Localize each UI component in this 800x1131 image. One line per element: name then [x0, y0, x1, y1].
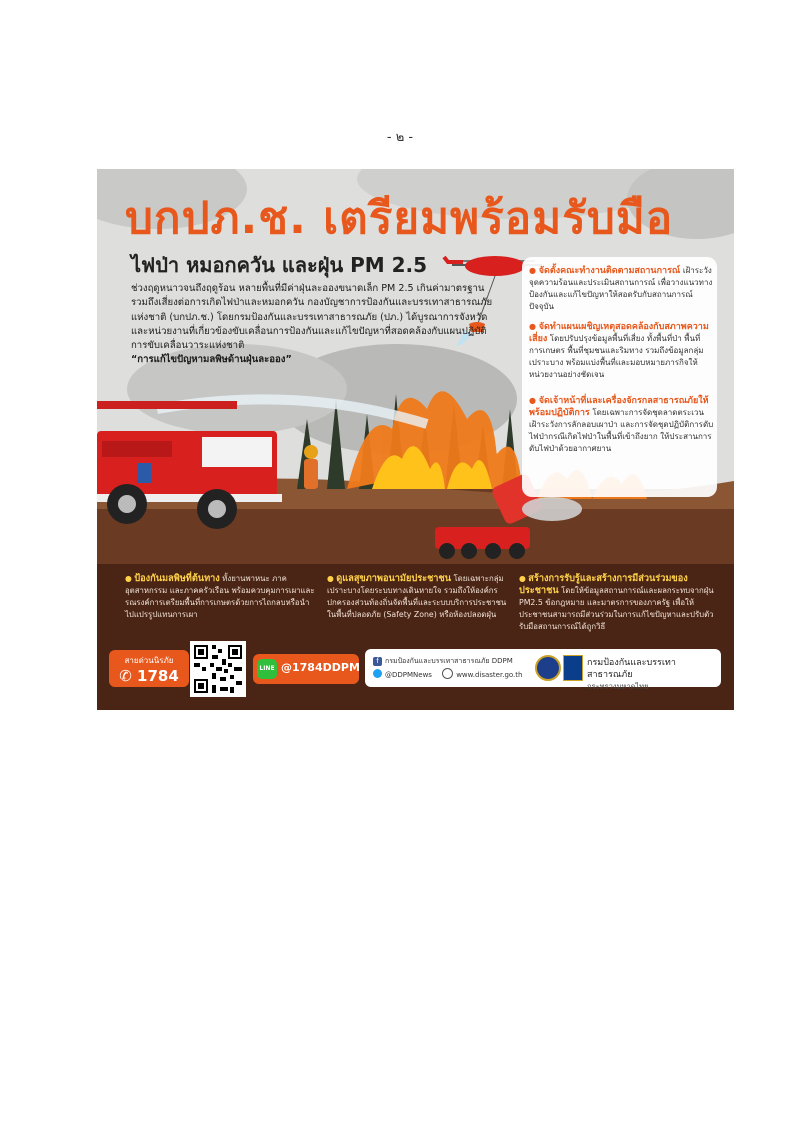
- bottom-heading: สร้างการรับรู้และสร้างการมีส่วนร่วมของประชาชน: [519, 573, 688, 596]
- qr-code-graphic: [192, 643, 244, 695]
- organization-name: กรมป้องกันและบรรเทาสาธารณภัย: [587, 658, 676, 680]
- facebook-icon: f: [373, 657, 382, 666]
- hotline-label: สายด่วนนิรภัย: [124, 656, 174, 665]
- twitter-icon: [373, 669, 382, 678]
- globe-icon: [442, 668, 453, 679]
- bottom-item: ● สร้างการรับรู้และสร้างการมีส่วนร่วมของประชาชน โดยให้ข้อมูลสถานการณ์และผลกระทบจากฝุ่น PM2.5 ข้อกฎหมาย และมาตรการของภาครัฐ เพื่อให้ประชาชนสามารถมีส่วนร่วมในการแก้ไขปัญหาและปรับตัวรับมือสถานการณ์ได้ถูกวิธี: [519, 573, 714, 631]
- ministry-name: กระทรวงมหาดไทย: [587, 682, 649, 691]
- measure-item: ● จัดตั้งคณะทำงานติดตามสถานการณ์ เฝ้าระวังจุดความร้อนและประเมินสถานการณ์ เพื่อวางแนวทางป้องกันและแก้ไขปัญหาให้สอดรับกับสถานการณ์ปัจจุบัน: [529, 266, 713, 311]
- intro-text: [131, 282, 501, 368]
- hotline-badge: [109, 650, 189, 687]
- bottom-heading: ป้องกันมลพิษที่ต้นทาง: [134, 573, 220, 584]
- hotline-number: 1784: [137, 667, 179, 685]
- measure-text: เฝ้าระวังจุดความร้อนและประเมินสถานการณ์ เพื่อวางแนวทางป้องกันและแก้ไขปัญหาให้สอดรับกับสถานการณ์ปัจจุบัน: [529, 266, 713, 311]
- bottom-heading: ดูแลสุขภาพอนามัยประชาชน: [336, 573, 451, 584]
- facebook-page[interactable]: กรมป้องกันและบรรเทาสาธารณภัย DDPM: [385, 657, 513, 665]
- ddpm-logo-icon: [563, 655, 583, 681]
- measure-item: ● จัดเจ้าหน้าที่และเครื่องจักรกลสาธารณภัยให้พร้อมปฏิบัติการ โดยเฉพาะการจัดชุดลาดตระเวนเฝ้าระวังการลักลอบเผาป่า และการจัดชุดปฏิบัติการดับไฟป่ากรณีเกิดไฟป่าในพื้นที่เข้าถึงยาก ให้ประสานการดับไฟป่าด้วยอากาศยาน: [529, 396, 714, 453]
- line-icon: LINE: [257, 659, 277, 679]
- firefighter: [304, 445, 318, 489]
- bottom-text: ทั้งยานพาหนะ ภาคอุตสาหกรรม และภาคครัวเรือน พร้อมควบคุมการเผาและรณรงค์การเตรียมพื้นที่การเกษตรด้วยการไถกลบหรือนำไปแปรรูปแทนการเผา: [125, 574, 315, 619]
- infographic-poster: [97, 169, 734, 710]
- line-account-badge[interactable]: [253, 654, 359, 684]
- measure-heading: จัดทำแผนเผชิญเหตุสอดคล้องกับสภาพความเสี่ยง: [529, 322, 709, 344]
- bottom-text: โดยให้ข้อมูลสถานการณ์และผลกระทบจากฝุ่น PM2.5 ข้อกฎหมาย และมาตรการของภาครัฐ เพื่อให้ประชาชนสามารถมีส่วนร่วมในการแก้ไขปัญหาและปรับตัวรับมือสถานการณ์ได้ถูกวิธี: [519, 586, 714, 631]
- contact-info-box: [365, 649, 721, 691]
- measure-heading: จัดเจ้าหน้าที่และเครื่องจักรกลสาธารณภัยให้พร้อมปฏิบัติการ: [529, 396, 709, 418]
- measure-heading: จัดตั้งคณะทำงานติดตามสถานการณ์: [538, 266, 681, 276]
- twitter-handle[interactable]: @DDPMNews: [385, 671, 432, 679]
- page-number: - ๒ -: [386, 130, 414, 145]
- phone-icon: ✆: [119, 667, 132, 685]
- measure-text: โดยปรับปรุงข้อมูลพื้นที่เสี่ยง ทั้งพื้นที่ป่า พื้นที่การเกษตร พื้นที่ชุมชนและริมทาง รวมถึงข้อมูลกลุ่มเปราะบาง พร้อมแบ่งพื้นที่และมอบหมายภารกิจให้หน่วยงานอย่างชัดเจน: [529, 334, 704, 379]
- line-id: @1784DDPM: [281, 661, 360, 674]
- ministry-seal-icon: [535, 655, 561, 681]
- measure-item: ● จัดทำแผนเผชิญเหตุสอดคล้องกับสภาพความเสี่ยง โดยปรับปรุงข้อมูลพื้นที่เสี่ยง ทั้งพื้นที่ป่า พื้นที่การเกษตร พื้นที่ชุมชนและริมทาง รวมถึงข้อมูลกลุ่มเปราะบาง พร้อมแบ่งพื้นที่และมอบหมายภารกิจให้หน่วยงานอย่างชัดเจน: [529, 322, 709, 379]
- measure-text: โดยเฉพาะการจัดชุดลาดตระเวนเฝ้าระวังการลักลอบเผาป่า และการจัดชุดปฏิบัติการดับไฟป่ากรณีเกิดไฟป่าในพื้นที่เข้าถึงยาก ให้ประสานการดับไฟป่าด้วยอากาศยาน: [529, 408, 714, 453]
- qr-code[interactable]: [190, 641, 246, 697]
- bottom-item: ● ดูแลสุขภาพอนามัยประชาชน โดยเฉพาะกลุ่มเปราะบางโดยระบบทางเดินหายใจ รวมถึงให้องค์กรปกครองส่วนท้องถิ่นจัดพื้นที่และระบบบริการประชาชนในพื้นที่ปลอดภัย (Safety Zone) หรือห้องปลอดฝุ่น: [327, 573, 507, 619]
- website-link[interactable]: www.disaster.go.th: [456, 671, 523, 679]
- poster-subtitle: ไฟป่า หมอกควัน และฝุ่น PM 2.5: [131, 253, 428, 277]
- bottom-text: โดยเฉพาะกลุ่มเปราะบางโดยระบบทางเดินหายใจ รวมถึงให้องค์กรปกครองส่วนท้องถิ่นจัดพื้นที่และระบบบริการประชาชนในพื้นที่ปลอดภัย (Safety Zone) หรือห้องปลอดฝุ่น: [327, 574, 507, 619]
- intro-body: ช่วงฤดูหนาวจนถึงฤดูร้อน หลายพื้นที่มีค่าฝุ่นละอองขนาดเล็ก PM 2.5 เกินค่ามาตรฐาน รวมถึงเสี่ยงต่อการเกิดไฟป่าและหมอกควัน กองบัญชาการป้องกันและบรรเทาสาธารณภัยแห่งชาติ (บกปภ.ช.) โดยกรมป้องกันและบรรเทาสาธารณภัย (ปภ.) ได้บูรณาการจังหวัดและหน่วยงานที่เกี่ยวข้องขับเคลื่อนการป้องกันและแก้ไขปัญหาที่สอดคล้องกับแผนปฏิบัติการขับเคลื่อนวาระแห่งชาติ: [131, 283, 493, 352]
- intro-quote: “การแก้ไขปัญหามลพิษด้านฝุ่นละออง”: [131, 354, 292, 366]
- bottom-item: ● ป้องกันมลพิษที่ต้นทาง ทั้งยานพาหนะ ภาคอุตสาหกรรม และภาคครัวเรือน พร้อมควบคุมการเผาและรณรงค์การเตรียมพื้นที่การเกษตรด้วยการไถกลบหรือนำไปแปรรูปแทนการเผา: [125, 573, 315, 619]
- poster-title: บกปภ.ช. เตรียมพร้อมรับมือ: [125, 193, 674, 244]
